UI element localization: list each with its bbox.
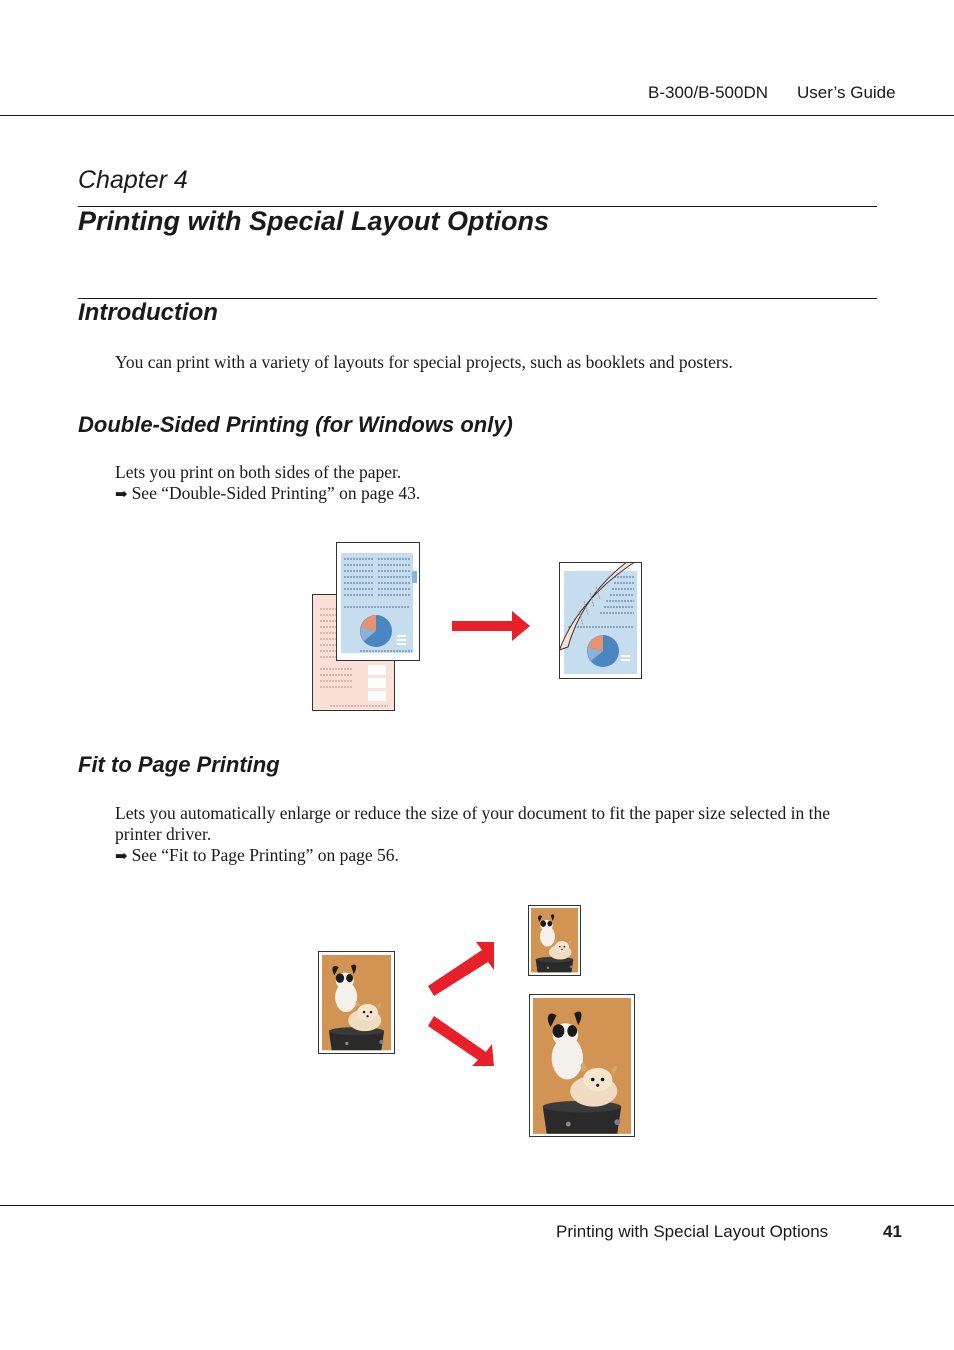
- fit-to-page-reference[interactable]: [115, 845, 399, 868]
- footer-rule: [0, 1205, 954, 1206]
- right-arrow-icon: ➡: [115, 487, 128, 503]
- fit-to-page-heading: Fit to Page Printing: [78, 752, 280, 777]
- reduce-arrow: [428, 942, 494, 996]
- double-sided-arrow: [452, 611, 530, 641]
- reduced-photo-image: [529, 906, 581, 976]
- double-sided-reference[interactable]: [115, 483, 420, 506]
- fit-to-page-illustration: [310, 898, 650, 1148]
- double-sided-text: Lets you print on both sides of the paper.: [115, 462, 402, 482]
- page-number: 41: [883, 1222, 902, 1241]
- introduction-heading: Introduction: [78, 299, 218, 326]
- double-sided-heading: Double-Sided Printing (for Windows only): [78, 412, 513, 437]
- header-model: B-300/B-500DN: [648, 83, 769, 102]
- fit-to-page-reference-link[interactable]: See “Fit to Page Printing” on page 56.: [131, 845, 399, 865]
- duplexed-page-image: [560, 563, 642, 679]
- chapter-label: Chapter 4: [78, 166, 188, 194]
- double-sided-reference-link[interactable]: See “Double-Sided Printing” on page 43.: [131, 483, 421, 503]
- footer-title: Printing with Special Layout Options: [556, 1222, 829, 1241]
- fit-to-page-text: Lets you automatically enlarge or reduce the size of your document to fit the paper size selected in the printer driver.: [115, 803, 830, 844]
- right-arrow-icon: ➡: [115, 849, 128, 865]
- original-photo-image: [319, 952, 395, 1054]
- header-guide: User’s Guide: [797, 83, 896, 102]
- double-sided-illustration: [300, 535, 660, 720]
- introduction-text: You can print with a variety of layouts for special projects, such as booklets and posters.: [115, 352, 733, 372]
- front-page-image: [337, 543, 420, 661]
- chapter-title: Printing with Special Layout Options: [78, 206, 550, 236]
- header-rule: [0, 115, 954, 116]
- enlarged-photo-image: [530, 995, 635, 1137]
- enlarge-arrow: [428, 1016, 494, 1066]
